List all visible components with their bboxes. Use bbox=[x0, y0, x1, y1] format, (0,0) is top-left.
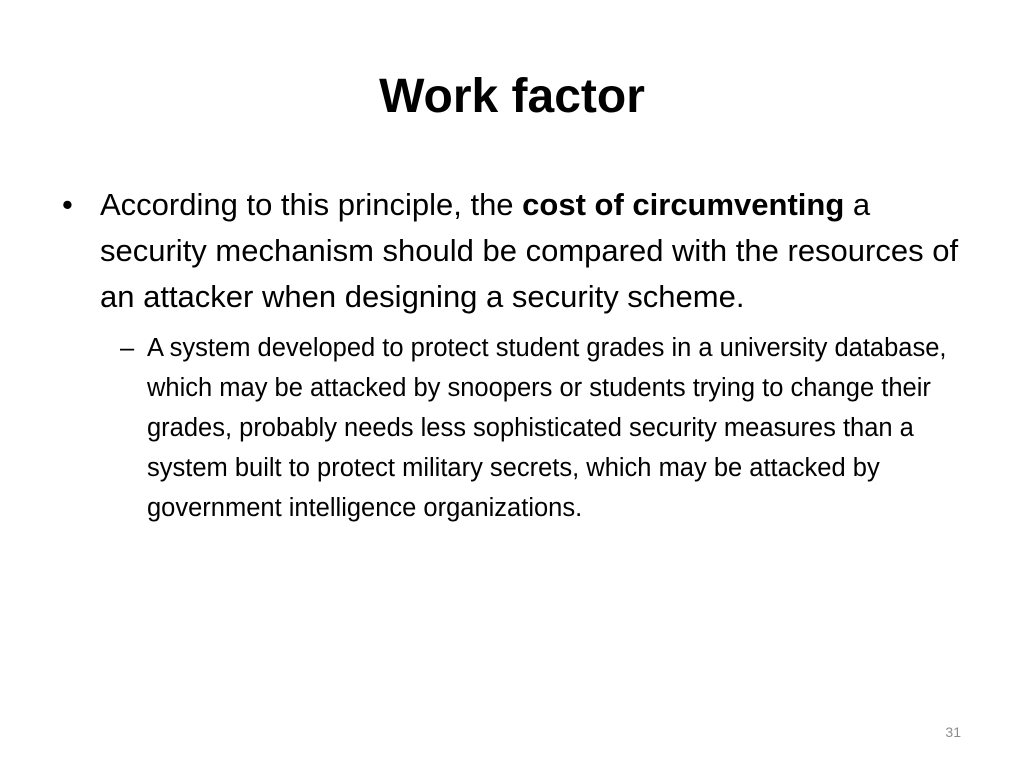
bullet-marker: • bbox=[62, 187, 73, 222]
sub-bullet-text: A system developed to protect student grades in a university database, which may be attacked by snoopers or students trying to change their grades, probably needs less sophisticated security measures than a system built to protect military secrets, which may be attacked by government intelligence organizations. bbox=[147, 334, 947, 522]
page-number: 31 bbox=[945, 724, 961, 740]
bullet-level-2 bbox=[120, 328, 972, 528]
slide-body bbox=[62, 182, 972, 528]
bullet-text-before: According to this principle, the bbox=[100, 187, 523, 222]
bullet-level-1 bbox=[62, 182, 972, 320]
bullet-text-after: a security mechanism should be compared with the resources of an attacker when designing a security scheme. bbox=[100, 187, 959, 314]
bullet-bold-text: cost of circumventing bbox=[522, 187, 845, 222]
sub-bullet-marker: – bbox=[120, 334, 135, 362]
slide-title: Work factor bbox=[379, 70, 645, 123]
